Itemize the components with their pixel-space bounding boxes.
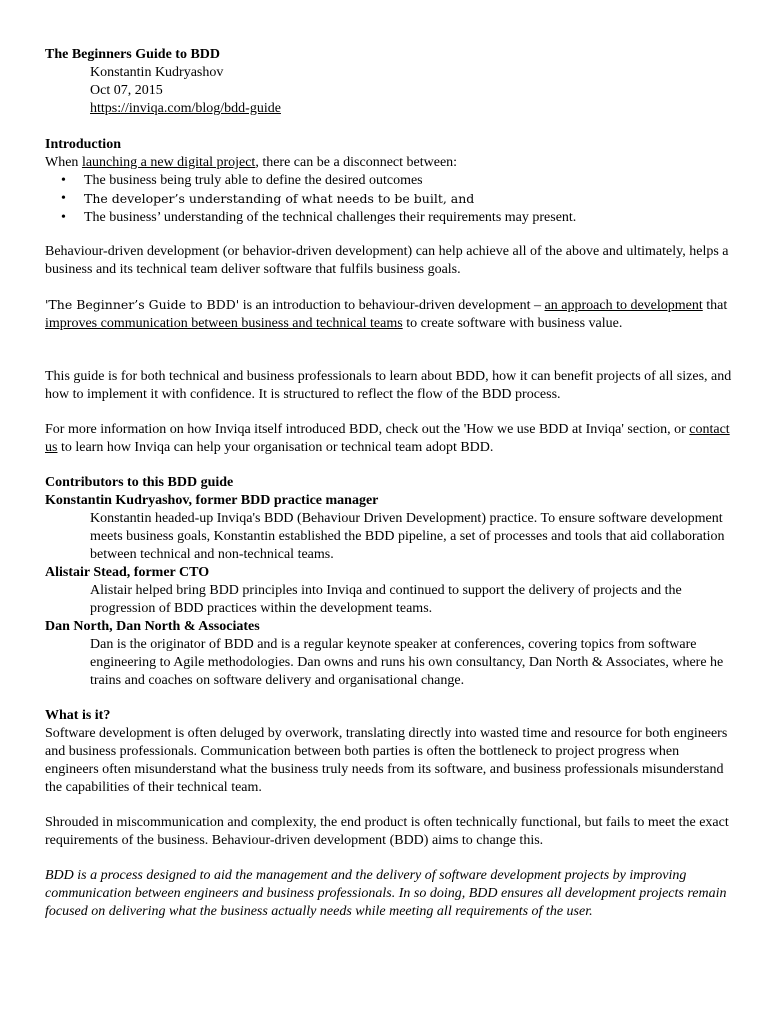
introduction-lead <box>45 154 735 172</box>
what-is-it-heading: What is it? <box>45 708 111 723</box>
guide-title-text: 'The Beginner’s Guide to BDD' <box>45 297 240 312</box>
contributor-name: Konstantin Kudryashov, former BDD practice manager <box>45 493 379 508</box>
bullet-icon: • <box>61 210 66 225</box>
bullet-icon: • <box>61 173 66 188</box>
introduction-section <box>45 136 735 227</box>
approach-to-development-link[interactable]: an approach to development <box>544 298 703 313</box>
intro-paragraph-1 <box>45 243 735 279</box>
contributors-section <box>45 474 735 690</box>
document-author: Konstantin Kudryashov <box>90 65 224 80</box>
source-url-link[interactable]: https://inviqa.com/blog/bdd-guide <box>90 101 281 116</box>
lead-text-pre: When <box>45 155 82 170</box>
list-item <box>61 209 735 227</box>
improves-communication-link[interactable]: improves communication between business and technical teams <box>45 316 403 331</box>
contributor-bio: Konstantin headed-up Inviqa's BDD (Behaviour Driven Development) practice. To ensure software development meets business goals, Konstantin established the BDD pipeline, a set of processes and tools that aid collaboration between technical and non-technical teams. <box>90 511 725 562</box>
list-item <box>61 172 735 190</box>
list-item-text: The business being truly able to define the desired outcomes <box>84 173 423 188</box>
paragraph-text <box>45 421 735 457</box>
disconnect-list <box>45 172 735 227</box>
introduction-heading: Introduction <box>45 137 121 152</box>
text-run: For more information on how Inviqa itself introduced BDD, check out the 'How we use BDD at Inviqa' section, or <box>45 422 690 437</box>
document-date: Oct 07, 2015 <box>90 83 163 98</box>
text-run: to create software with business value. <box>402 316 623 331</box>
intro-paragraph-2 <box>45 296 735 333</box>
contributors-heading: Contributors to this BDD guide <box>45 475 234 490</box>
launching-project-link[interactable]: launching a new digital project <box>81 155 256 170</box>
lead-text-post: , there can be a disconnect between: <box>255 155 458 170</box>
contact-us-link[interactable]: contact us <box>45 422 730 455</box>
contributor-bio: Dan is the originator of BDD and is a regular keynote speaker at conferences, covering topics from software engineering to Agile methodologies. Dan owns and runs his own consultancy, Dan North & Associates, where he trains and coaches on software delivery and organisational change. <box>90 637 724 688</box>
text-run: is an introduction to behaviour-driven development – <box>239 298 545 313</box>
bdd-definition-quote: BDD is a process designed to aid the management and the delivery of software development projects by improving communication between engineers and business professionals. In so doing, BDD ensures all development projects remain focused on delivering what the business actually needs while meeting all requirements of the user. <box>45 868 727 919</box>
list-item-text: The business’ understanding of the technical challenges their requirements may present. <box>84 210 577 225</box>
paragraph-text <box>45 296 735 333</box>
intro-paragraph-4 <box>45 421 735 457</box>
what-is-it-section <box>45 707 735 797</box>
paragraph-text: Software development is often deluged by overwork, translating directly into wasted time and resource for both engineers and business professionals. Communication between both parties is often the bottleneck to project progress when engineers often misunderstand what the business truly needs from its software, and business professionals misunderstand the capabilities of their technical team. <box>45 726 728 795</box>
paragraph-text: This guide is for both technical and business professionals to learn about BDD, how it can benefit projects of all sizes, and how to implement it with confidence. It is structured to reflect the flow of the BDD process. <box>45 369 732 402</box>
paragraph-text: Behaviour-driven development (or behavior-driven development) can help achieve all of the above and ultimately, helps a business and its technical team deliver software that fulfils business goals. <box>45 244 729 277</box>
contributor-name: Alistair Stead, former CTO <box>45 565 210 580</box>
paragraph-text: Shrouded in miscommunication and complexity, the end product is often technically functional, but fails to meet the exact requirements of the business. Behaviour-driven development (BDD) aims to change this. <box>45 815 729 848</box>
list-item <box>61 190 735 209</box>
document-title: The Beginners Guide to BDD <box>45 47 221 62</box>
text-run: that <box>702 298 728 313</box>
contributor-bio: Alistair helped bring BDD principles into Inviqa and continued to support the delivery of projects and the progression of BDD practices within the development teams. <box>90 583 682 616</box>
what-is-it-paragraph-3 <box>45 867 735 921</box>
bullet-icon: • <box>61 191 66 206</box>
what-is-it-paragraph-2 <box>45 814 735 850</box>
intro-paragraph-3 <box>45 368 735 404</box>
contributor-name: Dan North, Dan North & Associates <box>45 619 260 634</box>
list-item-text: The developer’s understanding of what needs to be built, and <box>84 191 475 206</box>
text-run: to learn how Inviqa can help your organisation or technical team adopt BDD. <box>57 440 494 455</box>
document-header <box>45 46 735 118</box>
